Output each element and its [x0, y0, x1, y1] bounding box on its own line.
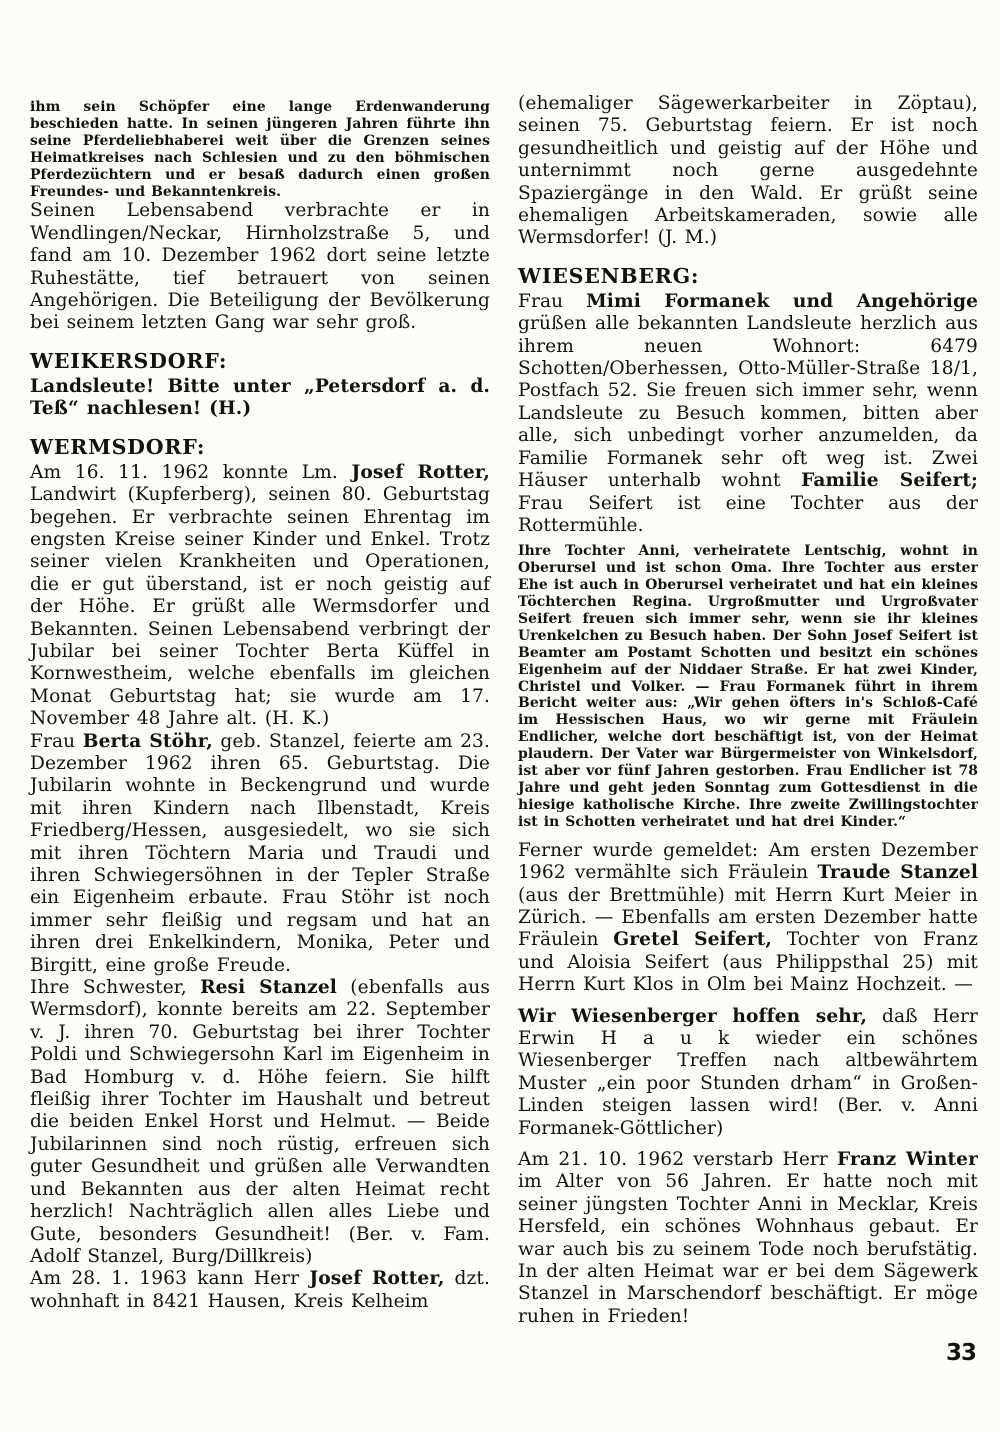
body-text: (aus der Brettmühle) mit Herrn Kurt Meier in Zürich. — Ebenfalls am ersten Dezember hatte Fräulein [518, 884, 978, 951]
paragraph [518, 1006, 978, 1140]
text-columns [30, 93, 978, 1328]
body-text: dzt. wohnhaft in 8421 Hausen, Kreis Kelheim [30, 1268, 490, 1312]
bold-text: Resi Stanzel [200, 977, 337, 999]
body-text: Frau [30, 730, 83, 752]
body-text: Tochter von Franz und Aloisia Seifert (aus Philippsthal 25) mit Herrn Kurt Klos in Olm bei Mainz Hochzeit. — [518, 929, 978, 996]
body-text: Ihre Schwester, [30, 977, 201, 999]
body-text: Landwirt (Kupferberg), seinen 80. Geburtstag begehen. Er verbrachte seinen Ehrentag im engsten Kreise seiner Kinder und Enkel. Trotz seiner vielen Krankheiten und Operationen, die er gut überstand, ist er noch geistig auf der Höhe. Er grüßt alle Wermsdorfer und Bekannten. Seinen Lebensabend verbringt der Jubilar bei seiner Tochter Berta Küffel in Kornwestheim, welche ebenfalls im gleichen Monat Geburtstag hat; sie wurde am 17. November 48 Jahre alt. (H. K.) [30, 484, 490, 730]
right-column [518, 93, 978, 1328]
paragraph [518, 93, 978, 250]
body-text: Am 21. 10. 1962 verstarb Herr [518, 1149, 838, 1170]
body-text: Am 28. 1. 1963 kann Herr [30, 1268, 310, 1290]
bold-text: Mimi Formanek und Angehörige [586, 290, 978, 312]
paragraph [30, 977, 490, 1268]
body-text: (ehemaliger Sägewerkarbeiter in Zöptau), seinen 75. Geburtstag feiern. Er ist noch gesundheitlich und geistig auf der Höhe und unternimmt noch gerne ausgedehnte Spaziergänge in den Wald. Er grüßt seine ehemaligen Arbeitskameraden, sowie alle Wermsdorfer! (J. M.) [518, 93, 978, 249]
paragraph [30, 1268, 490, 1313]
body-text: grüßen alle bekannten Landsleute herzlich aus ihrem neuen Wohnort: 6479 Schotten/Oberhessen, Otto-Müller-Straße 18/1, Postfach 52. Sie freuen sich immer sehr, wenn Landsleute zu Besuch kommen, bitten aber alle, sich unbedingt vorher anzumelden, da Familie Formanek sehr oft weg ist. Zwei Häuser unterhalb wohnt [518, 313, 978, 492]
paragraph [518, 291, 978, 537]
body-text: geb. Stanzel, feierte am 23. Dezember 1962 ihren 65. Geburtstag. Die Jubilarin wohnte in Beckengrund und wurde mit ihren Kindern nach Ilbenstadt, Kreis Friedberg/Hessen, ausgesiedelt, wo sie sich mit ihren Töchtern Maria und Traudi und ihren Schwiegersöhnen in der Tepler Straße ein Eigenheim erbaute. Frau Stöhr ist noch immer sehr fleißig und regsam und hat an ihren drei Enkelkindern, Monika, Peter und Birgitt, eine große Freude. [30, 730, 490, 976]
body-text: (ebenfalls aus Wermsdorf), konnte bereits am 22. September v. J. ihren 70. Geburtstag bei ihrer Tochter Poldi und Schwiegersohn Karl im Eigenheim in Bad Homburg v. d. Höhe feiern. Sie hilft fleißig ihrer Tochter im Haushalt und betreut die beiden Enkel Horst und Helmut. — Beide Jubilarinnen sind noch rüstig, erfreuen sich guter Gesundheit und grüßen alle Verwandten und Bekannten aus der alten Heimat recht herzlich! Nachträglich allen alles Liebe und Gute, besonders Gesundheit! (Ber. v. Fam. Adolf Stanzel, Burg/Dillkreis) [30, 977, 491, 1267]
body-text: welche dort beschäftigt ist, von der Heimat plaudern. Der Vater war Bürgermeister von Winkelsdorf, ist aber vor fünf Jahren gestorben. Frau Endlicher ist 78 Jahre und geht jeden Sonntag zum Gottesdienst in die hiesige katholische Kirche. Ihre zweite Zwillingstochter ist in Schotten verheiratet und hat drei Kinder.“ [518, 729, 978, 830]
body-text: ihm sein Schöpfer eine lange Erdenwanderung beschieden hatte. In seinen jüngeren Jahren führte ihn seine Pferdeliebhaberei weit über die Grenzen seines Heimatkreises nach Schlesien und zu den böhmischen Pferdezüchtern und er besaß dadurch einen großen Freundes- und Bekanntenkreis. [30, 99, 490, 200]
section-heading: WIESENBERG: [518, 263, 700, 288]
paragraph [30, 731, 490, 977]
page-number: 33 [945, 1340, 976, 1366]
bold-text: Gretel Seifert, [613, 929, 772, 951]
body-text: Am 16. 11. 1962 konnte Lm. [30, 461, 352, 483]
bold-text: Landsleute! Bitte unter „Petersdorf a. d. Teß“ nachlesen! (H.) [30, 375, 490, 420]
paragraph [30, 462, 490, 731]
left-column [30, 93, 490, 1328]
bold-text: Josef Rotter, [351, 461, 490, 483]
body-text: daß Herr Erwin H a u k wieder ein schönes Wiesenberger Treffen nach altbewährtem Muster „ein poor Stunden drham“ in Großen-Linden steigen lassen wird! (Ber. v. Anni Formanek-Göttlicher) [518, 1005, 978, 1139]
bold-text: Franz Winter [837, 1149, 978, 1170]
paragraph [30, 376, 490, 421]
bold-text: Josef Rotter, [309, 1268, 445, 1290]
body-text: Ihre Tochter Anni, verheiratete Lentschig, wohnt in Oberursel und ist schon Oma. Ihre Tochter aus erster Ehe ist auch in Oberursel verheiratet und hat ein kleines Töchterchen Regina. Urgroßmutter und Urgroßvater Seifert freuen sich immer sehr, wenn sie ihr kleines Urenkelchen zu Besuch haben. Der Sohn Josef Seifert ist Beamter am Postamt Schotten und besitzt ein schönes Eigenheim auf der Niddaer Straße. Er hat zwei Kinder, Christel und Volker. — Frau Formanek führt in ihrem Bericht weiter aus: „Wir gehen öfters in's Schloß-Café im Hessischen Haus, wo wir gerne mit Fräulein [518, 543, 978, 729]
bold-text: Berta Stöhr, [82, 730, 213, 752]
bold-text: Wir Wiesenberger hoffen sehr, [518, 1005, 868, 1027]
body-text: Ferner wurde gemeldet: Am ersten Dezember 1962 vermählte sich Fräulein [518, 839, 978, 884]
paragraph [30, 99, 490, 200]
bold-text: Familie Seifert; [801, 470, 978, 492]
section-heading: WEIKERSDORF: [30, 348, 228, 373]
paragraph [518, 1149, 978, 1328]
bold-text: Traude Stanzel [817, 862, 978, 884]
body-text: Frau Seifert ist eine Tochter aus der Rottermühle. [518, 492, 978, 536]
paragraph [518, 543, 978, 830]
body-text: Frau [518, 290, 587, 312]
body-text: im Alter von 56 Jahren. Er hatte noch mit seiner jüngsten Tochter Anni in Mecklar, Kreis Hersfeld, ein schönes Wohnhaus gebaut. Er war auch bis zu seinem Tode noch berufstätig. In der alten Heimat war er bei dem Sägewerk Stanzel in Marschendorf beschäftigt. Er möge ruhen in Frieden! [518, 1171, 978, 1327]
paragraph [30, 200, 490, 334]
bold-text: Endlicher, [518, 729, 599, 746]
paragraph [518, 840, 978, 997]
section-heading: WERMSDORF: [30, 434, 206, 459]
body-text: Seinen Lebensabend verbrachte er in Wendlingen/Neckar, Hirnholzstraße 5, und fand am 10. Dezember 1962 dort seine letzte Ruhestätte, tief betrauert von seinen Angehörigen. Die Beteiligung der Bevölkerung bei seinem letzten Gang war sehr groß. [30, 200, 490, 334]
